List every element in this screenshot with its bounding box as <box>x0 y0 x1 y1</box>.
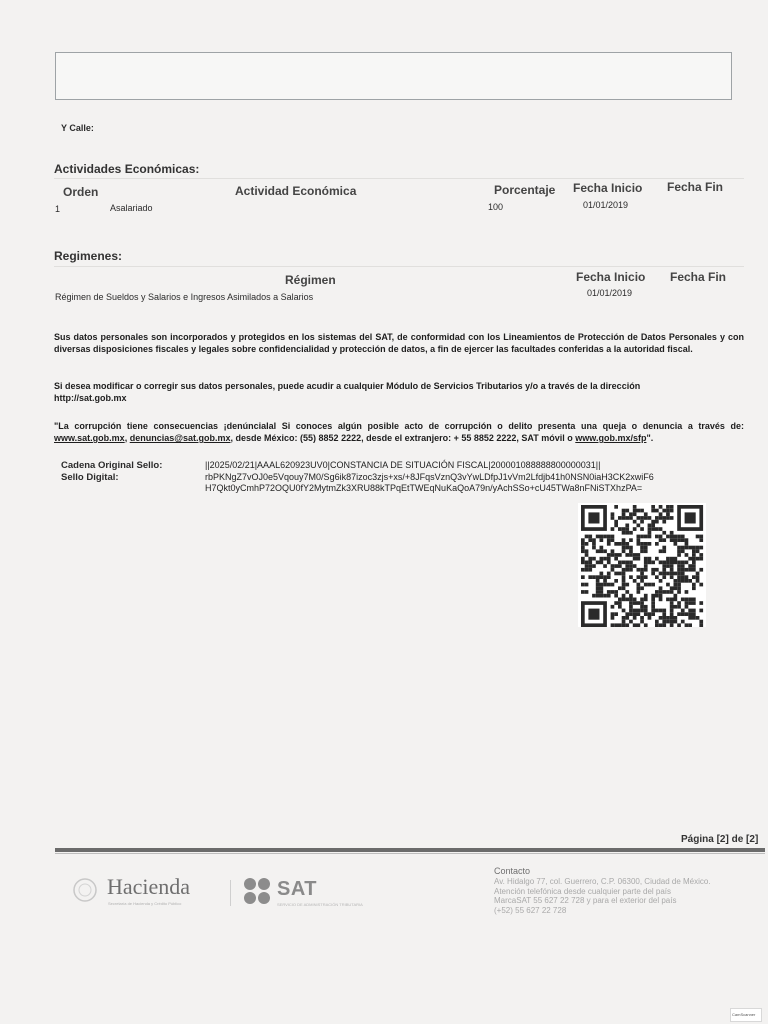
sello-digital-line-2: H7Qkt0yCmhP72OQU0fY2MytmZk3XRU88kTPqEtTWEqNuKaQoA79n/yAchSSo+cU45TWa8nFNiSTXhzPA= <box>205 483 643 493</box>
scanner-badge-text: CamScanner <box>732 1012 756 1017</box>
corruption-text-c: ". <box>646 433 654 443</box>
corruption-text-b: , desde México: (55) 8852 2222, desde el extranjero: + 55 8852 2222, SAT móvil o <box>230 433 576 443</box>
qr-code-icon <box>578 503 706 627</box>
sello-digital-line-1: rbPKNgZ7vOJ0e5Vqouy7M0/Sg6ik87izoc3zjs+xs/+8JFqsVznQ3vYwLDfpJ1vVm2Lfdjb41h0NSN0iaH3CK2xwiF6 <box>205 472 654 482</box>
regimes-header-fecha-inicio: Fecha Inicio <box>576 270 646 284</box>
activity-row-actividad: Asalariado <box>110 203 153 213</box>
pagination <box>681 834 758 845</box>
activities-divider <box>54 178 744 179</box>
privacy-notice: Sus datos personales son incorporados y protegidos en los sistemas del SAT, de conformidad con los Lineamientos de Protección de Datos Personales y con diversas disposiciones fiscales y legales sobre confidencialidad y protección de datos, a fin de ejercer las facultades conferidas a la autoridad fiscal. <box>54 332 744 354</box>
corruption-text-a: "La corrupción tiene consecuencias ¡denúncialal Si conoces algún posible acto de corrupción o delito presenta una queja o denuncia a través de: <box>54 421 744 431</box>
activities-header-actividad: Actividad Económica <box>235 184 357 198</box>
sello-digital-label: Sello Digital: <box>61 472 119 483</box>
pagination-de: de <box>731 834 744 845</box>
regimes-divider <box>54 266 744 267</box>
pagination-label: Página <box>681 834 714 845</box>
cadena-original-value: ||2025/02/21|AAAL620923UV0|CONSTANCIA DE SITUACIÓN FISCAL|200001088888800000031|| <box>205 460 601 470</box>
pagination-total: [2] <box>746 834 759 845</box>
sat-logo-text: SAT <box>277 878 318 900</box>
hacienda-subtitle: Secretaría de Hacienda y Crédito Público <box>108 901 182 906</box>
denuncias-email-link[interactable]: denuncias@sat.gob.mx <box>129 433 231 443</box>
contact-line: (+52) 55 627 22 728 <box>494 905 567 915</box>
contact-details <box>494 877 756 915</box>
cadena-original-label: Cadena Original Sello: <box>61 460 163 471</box>
hacienda-eagle-icon <box>72 873 98 907</box>
activities-header-orden: Orden <box>63 185 99 199</box>
regime-row-regimen: Régimen de Sueldos y Salarios e Ingresos Asimilados a Salarios <box>55 292 314 302</box>
contact-line: MarcaSAT 55 627 22 728 y para el exterior del país <box>494 896 677 905</box>
modify-data-notice <box>54 380 744 404</box>
hacienda-logo-text: Hacienda <box>107 874 191 899</box>
pagination-current: [2] <box>716 834 729 845</box>
regimes-header-fecha-fin: Fecha Fin <box>670 270 727 284</box>
header-box <box>55 52 732 100</box>
contact-line: Atención telefónica desde cualquier parte del país <box>494 886 672 896</box>
activity-row-porcentaje: 100 <box>488 202 504 212</box>
y-calle-label: Y Calle: <box>61 123 94 133</box>
activities-title: Actividades Económicas: <box>54 162 200 176</box>
sat-dots-icon <box>242 876 272 906</box>
sfp-website-link[interactable]: www.gob.mx/sfp <box>575 433 647 443</box>
sat-subtitle: SERVICIO DE ADMINISTRACIÓN TRIBUTARIA <box>277 902 363 907</box>
sat-url-link[interactable]: http://sat.gob.mx <box>54 393 127 403</box>
activities-header-fecha-inicio: Fecha Inicio <box>573 181 643 195</box>
corruption-notice <box>54 420 744 444</box>
regimes-title: Regimenes: <box>54 249 123 263</box>
footer-logo-divider <box>230 880 231 906</box>
corruption-sep: , <box>124 433 130 443</box>
modify-data-text: Si desea modificar o corregir sus datos personales, puede acudir a cualquier Módulo de Servicios Tributarios y/o a través de la dirección <box>54 381 641 391</box>
footer-line <box>55 853 765 854</box>
activities-header-fecha-fin: Fecha Fin <box>667 180 724 194</box>
contact-line: Av. Hidalgo 77, col. Guerrero, C.P. 06300, Ciudad de México. <box>494 877 711 886</box>
sat-website-link[interactable]: www.sat.gob.mx <box>54 433 125 443</box>
regimes-header-regimen: Régimen <box>285 273 336 287</box>
footer-bar <box>55 848 765 852</box>
scanner-badge <box>730 1008 762 1022</box>
regime-row-fecha-inicio: 01/01/2019 <box>587 288 633 298</box>
activity-row-fecha-inicio: 01/01/2019 <box>583 200 629 210</box>
contact-title: Contacto <box>494 866 531 876</box>
activities-header-porcentaje: Porcentaje <box>494 183 556 197</box>
activity-row-orden: 1 <box>55 204 61 214</box>
